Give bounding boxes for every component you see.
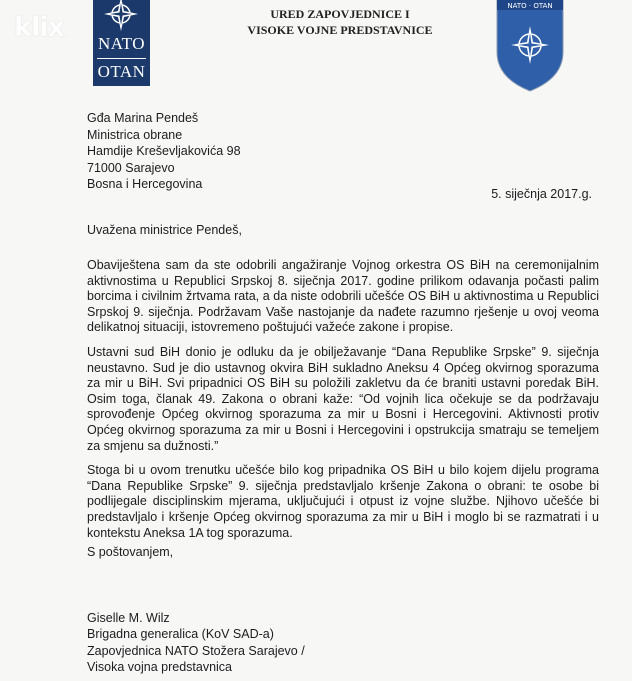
letterhead-line-1: URED ZAPOVJEDNICE I bbox=[270, 7, 410, 21]
signer-role-2: Visoka vojna predstavnica bbox=[87, 660, 232, 675]
letter-date: 5. siječnja 2017.g. bbox=[491, 187, 592, 201]
recipient-name: Gđa Marina Pendeš bbox=[87, 111, 199, 125]
body-paragraph-2: Ustavni sud BiH donio je odluku da je obilježavanje “Dana Republike Srpske” 9. siječnja neustavno. Sud je dio ustavnog okvira BiH sukladno Aneksu 4 Općeg okvirnog sporazuma za mir u BiH. Svi pripadnici OS BiH su položili zakletvu da će braniti ustavni poredak BiH. Osim toga, članak 49. Zakona o obrani kaže: “Od vojnih lica očekuje se da podržavaju sprovođenje Općeg okvirnog sporazuma za mir u Bosni i Hercegovini. Aktivnosti protiv Općeg okvirnog sporazuma za mir u Bosni i Hercegovini i opstrukcija smatraju se temeljem za smjenu sa dužnosti.” bbox=[87, 344, 599, 453]
closing: S poštovanjem, bbox=[87, 545, 174, 559]
letterhead-line-2: VISOKE VOJNE PREDSTAVNICE bbox=[247, 23, 433, 37]
salutation: Uvažena ministrice Pendeš, bbox=[87, 223, 242, 237]
logo-nato-text: NATO bbox=[97, 34, 146, 53]
signer-name: Giselle M. Wilz bbox=[87, 611, 170, 625]
klix-watermark: klix bbox=[14, 12, 64, 43]
recipient-address bbox=[87, 110, 241, 193]
nato-compass-star-icon bbox=[101, 0, 141, 34]
logo-otan-text: OTAN bbox=[97, 62, 146, 81]
signature-block bbox=[87, 610, 305, 676]
shield-label: NATO · OTAN bbox=[507, 2, 553, 10]
body-paragraph-1: Obaviještena sam da ste odobrili angažiranje Vojnog orkestra OS BiH na ceremonijalnim aktivnostima u Republici Srpskoj 8. siječnja 2017. godine prilikom odavanja počasti palim borcima i civilnim žrtvama rata, a da niste odobrili učešće OS BiH u aktivnostima u Republici Srpskoj 9. siječnja. Podržavam Vaše nastojanje da nađete razumno rješenje u ovoj veoma delikatnoj situaciji, istovremeno poštujući važeće zakone i propise. bbox=[87, 258, 599, 335]
recipient-street: Hamdije Kreševljakovića 98 bbox=[87, 144, 241, 158]
logo-divider bbox=[97, 58, 146, 59]
letterhead bbox=[230, 6, 450, 38]
recipient-city: 71000 Sarajevo bbox=[87, 160, 175, 175]
nato-shield-emblem-icon bbox=[494, 0, 566, 92]
nato-otan-logo bbox=[93, 0, 150, 86]
signer-role-1: Zapovjednica NATO Stožera Sarajevo / bbox=[87, 643, 305, 658]
signer-rank: Brigadna generalica (KoV SAD-a) bbox=[87, 627, 274, 642]
recipient-title: Ministrica obrane bbox=[87, 127, 183, 142]
letter-body bbox=[87, 258, 599, 550]
recipient-country: Bosna i Hercegovina bbox=[87, 177, 203, 191]
body-paragraph-3: Stoga bi u ovom trenutku učešće bilo kog pripadnika OS BiH u bilo kojem dijelu programa “Dana Republike Srpske” 9. siječnja predstavljalo kršenje Zakona o obrani: te osobe bi podlijegale disciplinskim mjerama, uključujući i otpust iz vojne službe. Njihovo učešće bi predstavljalo i kršenje Općeg okvirnog sporazuma za mir u BiH i moglo bi se razmatrati i u kontekstu Aneksa 1A tog sporazuma. bbox=[87, 463, 599, 540]
